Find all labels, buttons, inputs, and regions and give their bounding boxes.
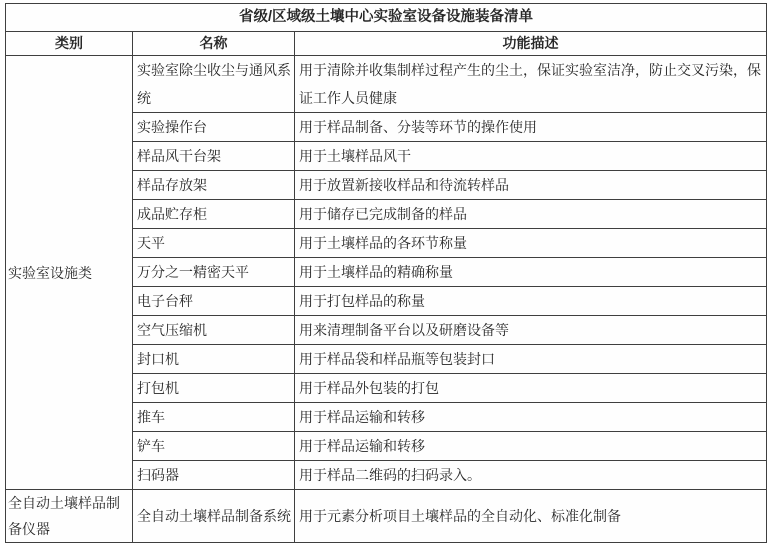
description-cell: 用于清除并收集制样过程产生的尘土，保证实验室洁净，防止交叉污染，保证工作人员健康 [295, 56, 767, 113]
name-cell: 万分之一精密天平 [133, 258, 295, 287]
description-cell: 用于样品外包装的打包 [295, 374, 767, 403]
name-cell: 推车 [133, 403, 295, 432]
name-cell: 打包机 [133, 374, 295, 403]
description-cell: 用于储存已完成制备的样品 [295, 200, 767, 229]
description-cell: 用于元素分析项目土壤样品的全自动化、标准化制备 [295, 490, 767, 543]
name-cell: 实验室除尘收尘与通风系统 [133, 56, 295, 113]
description-cell: 用于样品制备、分装等环节的操作使用 [295, 113, 767, 142]
table-row [6, 4, 767, 32]
description-cell: 用来清理制备平台以及研磨设备等 [295, 316, 767, 345]
category-cell-lab-facilities: 实验室设施类 [6, 56, 133, 490]
name-cell: 样品风干台架 [133, 142, 295, 171]
description-cell: 用于打包样品的称量 [295, 287, 767, 316]
category-cell-auto-prep: 全自动土壤样品制备仪器 [6, 490, 133, 543]
description-cell: 用于放置新接收样品和待流转样品 [295, 171, 767, 200]
equipment-table [5, 3, 767, 543]
table-row [6, 32, 767, 56]
description-cell: 用于样品运输和转移 [295, 403, 767, 432]
description-cell: 用于土壤样品的精确称量 [295, 258, 767, 287]
column-header-description: 功能描述 [295, 32, 767, 56]
table-title: 省级/区域级土壤中心实验室设备设施装备清单 [6, 4, 767, 32]
name-cell: 实验操作台 [133, 113, 295, 142]
name-cell: 铲车 [133, 432, 295, 461]
name-cell: 扫码器 [133, 461, 295, 490]
name-cell: 电子台秤 [133, 287, 295, 316]
description-cell: 用于样品运输和转移 [295, 432, 767, 461]
table-row [6, 56, 767, 113]
name-cell: 空气压缩机 [133, 316, 295, 345]
name-cell: 样品存放架 [133, 171, 295, 200]
description-cell: 用于土壤样品风干 [295, 142, 767, 171]
description-cell: 用于样品袋和样品瓶等包装封口 [295, 345, 767, 374]
description-cell: 用于土壤样品的各环节称量 [295, 229, 767, 258]
name-cell: 封口机 [133, 345, 295, 374]
table-row [6, 490, 767, 543]
column-header-name: 名称 [133, 32, 295, 56]
name-cell: 天平 [133, 229, 295, 258]
name-cell: 成品贮存柜 [133, 200, 295, 229]
column-header-category: 类别 [6, 32, 133, 56]
name-cell: 全自动土壤样品制备系统 [133, 490, 295, 543]
description-cell: 用于样品二维码的扫码录入。 [295, 461, 767, 490]
